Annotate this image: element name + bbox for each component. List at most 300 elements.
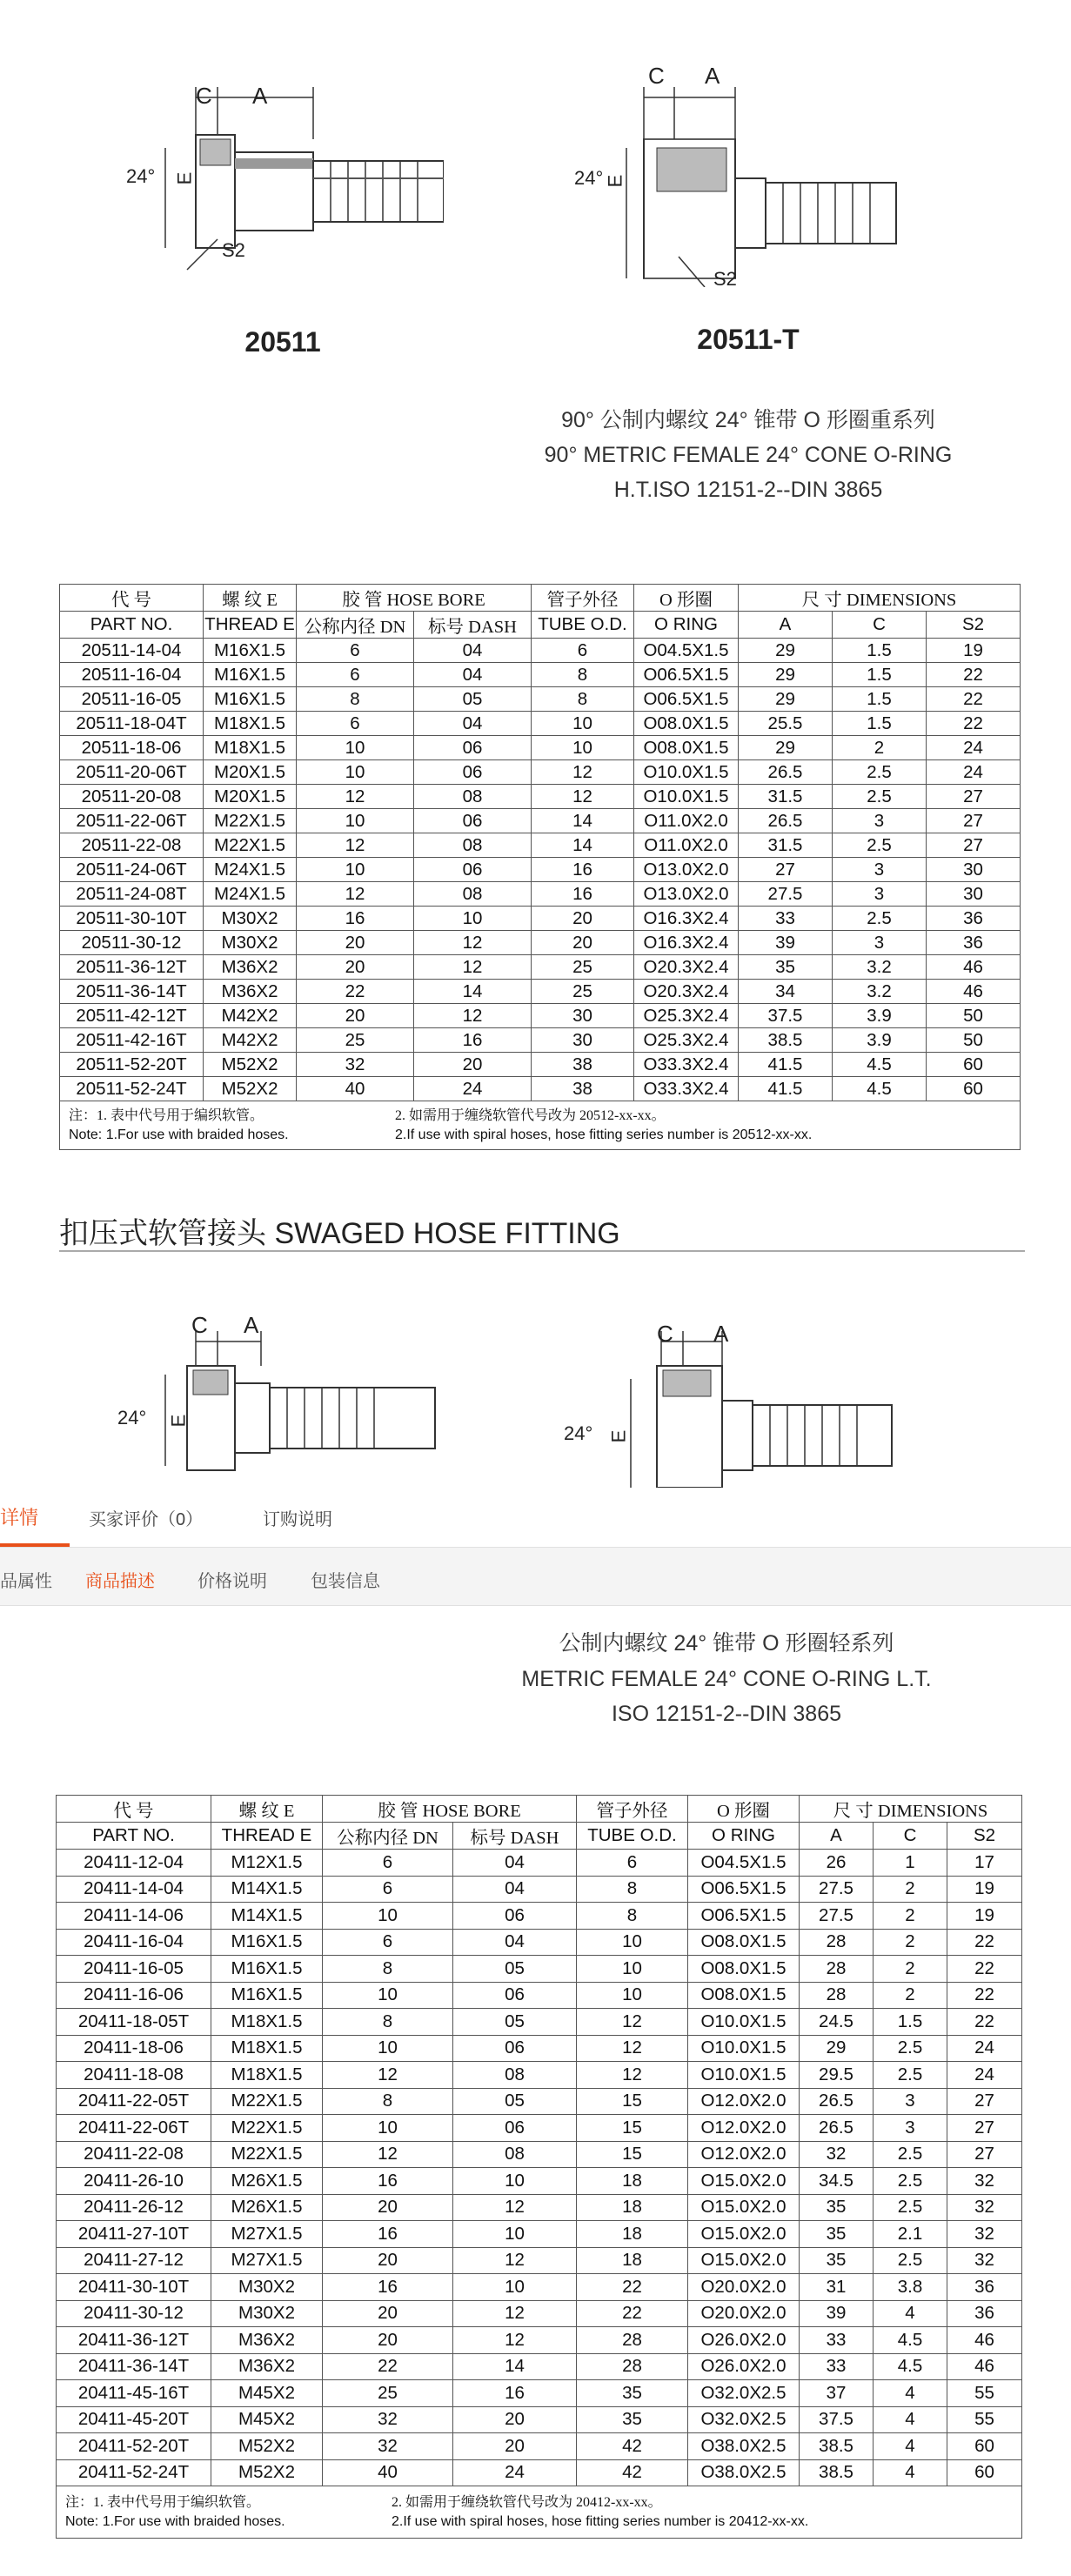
table-cell: 14: [414, 980, 532, 1004]
table-cell: 08: [414, 882, 532, 907]
table-cell: 24.5: [800, 2009, 874, 2036]
table-cell: 2.5: [833, 907, 927, 931]
table-cell: O25.3X2.4: [634, 1028, 739, 1053]
sub-tab-description[interactable]: 商品描述: [85, 1572, 155, 1591]
table-cell: M16X1.5: [204, 639, 297, 663]
table-cell: 12: [323, 2141, 453, 2168]
table-cell: O26.0X2.0: [688, 2327, 800, 2354]
table-cell: 20511-16-04: [60, 663, 204, 687]
table-cell: 04: [453, 1876, 577, 1903]
sub-tab-bar: [0, 1547, 1071, 1606]
table-cell: 12: [532, 760, 634, 785]
table-cell: 8: [297, 687, 414, 712]
table-cell: 16: [414, 1028, 532, 1053]
model-number-20511-t: 20511-T: [697, 324, 800, 355]
fitting-drawing-right: [592, 1314, 905, 1505]
table-cell: 06: [453, 1903, 577, 1930]
table-cell: 27: [739, 858, 833, 882]
table-cell: 12: [297, 833, 414, 858]
table-cell: 20411-14-06: [57, 1903, 211, 1930]
sub-tab-attributes[interactable]: 品属性: [0, 1572, 52, 1591]
table-cell: 40: [323, 2459, 453, 2486]
table-cell: 12: [414, 955, 532, 980]
table-cell: M16X1.5: [204, 687, 297, 712]
table-cell: 3: [833, 809, 927, 833]
table-cell: 20: [297, 931, 414, 955]
table-cell: 32: [947, 2194, 1022, 2221]
table-cell: M18X1.5: [204, 712, 297, 736]
table-cell: 20511-14-04: [60, 639, 204, 663]
table-row: [60, 833, 1021, 858]
table-row: [57, 2035, 1022, 2062]
header-tube-od-2: TUBE O.D.: [577, 1823, 688, 1850]
header-oring-cn: O 形圈: [634, 585, 739, 612]
table-row: [60, 882, 1021, 907]
table-cell: 27: [947, 2141, 1022, 2168]
table-cell: 46: [947, 2327, 1022, 2354]
table-cell: M52X2: [204, 1053, 297, 1077]
table-cell: O08.0X1.5: [688, 1956, 800, 1983]
table-cell: 20411-22-06T: [57, 2115, 211, 2142]
header-tube-cn: 管子外径: [532, 585, 634, 612]
table-cell: 37.5: [800, 2406, 874, 2433]
table-cell: 20411-26-12: [57, 2194, 211, 2221]
table-cell: M14X1.5: [211, 1903, 323, 1930]
table-cell: 20411-16-06: [57, 1982, 211, 2009]
table-cell: 20511-22-06T: [60, 809, 204, 833]
table-row: [60, 955, 1021, 980]
table-cell: 35: [577, 2380, 688, 2407]
table-cell: 20: [323, 2300, 453, 2327]
table-cell: 36: [947, 2274, 1022, 2301]
table-cell: 50: [927, 1028, 1021, 1053]
note-en-1: Note: 1.For use with braided hoses.: [69, 1127, 289, 1142]
table-cell: 12: [532, 785, 634, 809]
table-cell: 4.5: [833, 1077, 927, 1101]
table-cell: 20411-45-20T: [57, 2406, 211, 2433]
table-cell: 40: [297, 1077, 414, 1101]
table-cell: O04.5X1.5: [688, 1850, 800, 1877]
table-cell: M22X1.5: [211, 2141, 323, 2168]
table-cell: M26X1.5: [211, 2194, 323, 2221]
table-cell: 32: [297, 1053, 414, 1077]
header-dash: 标号 DASH: [414, 612, 532, 639]
table-cell: 3: [833, 858, 927, 882]
table-cell: O38.0X2.5: [688, 2433, 800, 2460]
table-cell: 36: [927, 907, 1021, 931]
table-cell: 1.5: [833, 639, 927, 663]
table-cell: 2.5: [874, 2141, 947, 2168]
table-cell: 8: [577, 1903, 688, 1930]
header-dash-2: 标号 DASH: [453, 1823, 577, 1850]
dim-label-c-3: C: [191, 1312, 208, 1338]
table-cell: 2.5: [833, 785, 927, 809]
dim-label-e-3: E: [167, 1414, 190, 1428]
table-row: [57, 2009, 1022, 2036]
table-cell: 20411-22-05T: [57, 2088, 211, 2115]
section-title: 扣压式软管接头 SWAGED HOSE FITTING: [59, 1217, 620, 1250]
table-cell: M52X2: [204, 1077, 297, 1101]
model-number-20511: 20511: [244, 326, 321, 358]
table-cell: 22: [927, 712, 1021, 736]
table-cell: 20511-30-12: [60, 931, 204, 955]
table-cell: O33.3X2.4: [634, 1053, 739, 1077]
table-cell: 6: [297, 712, 414, 736]
light-series-standard: ISO 12151-2--DIN 3865: [611, 1702, 842, 1726]
table-cell: 4: [874, 2433, 947, 2460]
table-cell: 05: [453, 1956, 577, 1983]
table-cell: 22: [927, 663, 1021, 687]
table-cell: 18: [577, 2194, 688, 2221]
table-cell: 41.5: [739, 1053, 833, 1077]
table-cell: 38.5: [739, 1028, 833, 1053]
table-cell: M16X1.5: [211, 1929, 323, 1956]
table-cell: 20: [453, 2433, 577, 2460]
table-cell: 14: [532, 833, 634, 858]
table-cell: 12: [577, 2009, 688, 2036]
table-cell: 46: [927, 980, 1021, 1004]
table-cell: 31.5: [739, 833, 833, 858]
table-cell: 39: [800, 2300, 874, 2327]
table-cell: O11.0X2.0: [634, 833, 739, 858]
table-cell: 1: [874, 1850, 947, 1877]
table-cell: 4.5: [874, 2353, 947, 2380]
table-cell: 04: [453, 1929, 577, 1956]
table-cell: 20411-14-04: [57, 1876, 211, 1903]
table-cell: M30X2: [211, 2274, 323, 2301]
table-cell: 4.5: [833, 1053, 927, 1077]
table-cell: 24: [947, 2062, 1022, 2089]
header-thread-cn: 螺 纹 E: [204, 585, 297, 612]
table-cell: 06: [414, 736, 532, 760]
table-cell: 20: [532, 907, 634, 931]
table-row: [57, 2168, 1022, 2195]
table-cell: 12: [577, 2062, 688, 2089]
header-thread-e-2: THREAD E: [211, 1823, 323, 1850]
table-cell: 20411-52-24T: [57, 2459, 211, 2486]
sub-tab-price[interactable]: 价格说明: [197, 1572, 267, 1591]
table-cell: 25: [297, 1028, 414, 1053]
table-cell: O06.5X1.5: [634, 687, 739, 712]
table-cell: 20511-18-04T: [60, 712, 204, 736]
table-cell: O10.0X1.5: [634, 785, 739, 809]
table-cell: M24X1.5: [204, 882, 297, 907]
table-cell: 42: [577, 2433, 688, 2460]
table-cell: 10: [577, 1982, 688, 2009]
dim-label-a-3: A: [244, 1312, 259, 1338]
table-cell: 3.9: [833, 1004, 927, 1028]
table-cell: 22: [947, 1956, 1022, 1983]
table-cell: M16X1.5: [204, 663, 297, 687]
sub-tab-packaging[interactable]: 包装信息: [311, 1572, 380, 1591]
table-cell: 20411-16-05: [57, 1956, 211, 1983]
table-cell: M12X1.5: [211, 1850, 323, 1877]
table-cell: 2.5: [874, 2168, 947, 2195]
table-cell: 12: [453, 2247, 577, 2274]
table-row: [60, 663, 1021, 687]
table-cell: 30: [532, 1028, 634, 1053]
table-cell: O10.0X1.5: [688, 2062, 800, 2089]
table-cell: 28: [800, 1982, 874, 2009]
table-cell: O33.3X2.4: [634, 1077, 739, 1101]
table-cell: O26.0X2.0: [688, 2353, 800, 2380]
dim-label-e-4: E: [607, 1429, 630, 1443]
table-cell: O08.0X1.5: [688, 1929, 800, 1956]
table-cell: 22: [577, 2300, 688, 2327]
table-cell: 32: [323, 2433, 453, 2460]
table-cell: 3.2: [833, 980, 927, 1004]
table-cell: 20411-52-20T: [57, 2433, 211, 2460]
table-cell: 12: [453, 2300, 577, 2327]
dim-label-c: C: [196, 83, 212, 109]
table-cell: 25: [323, 2380, 453, 2407]
table-cell: 1.5: [874, 2009, 947, 2036]
dim-label-s2: S2: [222, 239, 245, 261]
table-cell: 20411-27-10T: [57, 2221, 211, 2248]
table-row: [57, 2433, 1022, 2460]
table-cell: 16: [323, 2168, 453, 2195]
table-cell: 20511-24-06T: [60, 858, 204, 882]
table-cell: 2: [833, 736, 927, 760]
table-cell: 12: [297, 785, 414, 809]
table-cell: 20: [532, 931, 634, 955]
table-row: [57, 2353, 1022, 2380]
table-cell: 35: [800, 2247, 874, 2274]
table-cell: 24: [414, 1077, 532, 1101]
heavy-series-title-cn: 90° 公制内螺纹 24° 锥带 O 形圈重系列: [561, 408, 935, 432]
table-cell: 27: [947, 2115, 1022, 2142]
table-cell: O15.0X2.0: [688, 2194, 800, 2221]
note-cn-1: 注：1. 表中代号用于编织软管。: [69, 1107, 264, 1123]
table-cell: 32: [947, 2221, 1022, 2248]
table-cell: 08: [453, 2062, 577, 2089]
table-cell: O08.0X1.5: [634, 736, 739, 760]
table-cell: 20411-18-05T: [57, 2009, 211, 2036]
table-cell: M20X1.5: [204, 760, 297, 785]
tab-detail[interactable]: 详情: [0, 1507, 39, 1529]
table-cell: 16: [323, 2221, 453, 2248]
table-cell: 50: [927, 1004, 1021, 1028]
header-a: A: [739, 612, 833, 639]
header-thread-cn-2: 螺 纹 E: [211, 1796, 323, 1823]
table-cell: M26X1.5: [211, 2168, 323, 2195]
table-cell: 18: [577, 2168, 688, 2195]
note-en-2-2: 2.If use with spiral hoses, hose fitting series number is 20412-xx-xx.: [392, 2513, 809, 2529]
table-cell: 12: [453, 2327, 577, 2354]
table-cell: 26.5: [800, 2088, 874, 2115]
header-oring: O RING: [634, 612, 739, 639]
table-cell: M22X1.5: [204, 809, 297, 833]
table-row: [57, 1850, 1022, 1877]
table-cell: 55: [947, 2406, 1022, 2433]
table-cell: 20411-12-04: [57, 1850, 211, 1877]
table-cell: 10: [532, 736, 634, 760]
table-cell: 20: [297, 955, 414, 980]
table-cell: 35: [739, 955, 833, 980]
table-cell: M36X2: [211, 2353, 323, 2380]
note-en-1-2: Note: 1.For use with braided hoses.: [65, 2513, 285, 2529]
table-cell: 22: [577, 2274, 688, 2301]
table-row: [57, 2459, 1022, 2486]
table-cell: 20511-36-14T: [60, 980, 204, 1004]
table-cell: 3.8: [874, 2274, 947, 2301]
table-cell: 22: [947, 1982, 1022, 2009]
table-cell: O10.0X1.5: [688, 2009, 800, 2036]
table-cell: 30: [927, 858, 1021, 882]
table-cell: O15.0X2.0: [688, 2221, 800, 2248]
table-cell: M22X1.5: [204, 833, 297, 858]
table-row: [57, 2221, 1022, 2248]
table-cell: O20.3X2.4: [634, 955, 739, 980]
table-cell: 26: [800, 1850, 874, 1877]
table-notes-2: [57, 2486, 1022, 2539]
table-cell: 18: [577, 2247, 688, 2274]
table-cell: 3.9: [833, 1028, 927, 1053]
table-cell: M27X1.5: [211, 2221, 323, 2248]
table-cell: O08.0X1.5: [634, 712, 739, 736]
table-cell: 2.5: [874, 2062, 947, 2089]
table-cell: 20511-42-12T: [60, 1004, 204, 1028]
table-cell: 10: [577, 1956, 688, 1983]
table-row: [57, 2380, 1022, 2407]
table-cell: 22: [297, 980, 414, 1004]
table-cell: 24: [927, 760, 1021, 785]
table-cell: 36: [947, 2300, 1022, 2327]
table-cell: 19: [927, 639, 1021, 663]
table-cell: 33: [739, 907, 833, 931]
table-row: [57, 2274, 1022, 2301]
table-cell: 8: [323, 1956, 453, 1983]
table-cell: 14: [532, 809, 634, 833]
table-cell: 19: [947, 1876, 1022, 1903]
note-en-2: 2.If use with spiral hoses, hose fitting series number is 20512-xx-xx.: [395, 1127, 813, 1142]
table-cell: 10: [414, 907, 532, 931]
table-cell: 4.5: [874, 2327, 947, 2354]
table-cell: 06: [453, 1982, 577, 2009]
table-cell: M52X2: [211, 2459, 323, 2486]
header-part-no: PART NO.: [60, 612, 204, 639]
table-cell: 27: [927, 809, 1021, 833]
table-cell: 4: [874, 2459, 947, 2486]
tab-reviews[interactable]: 买家评价（0）: [89, 1510, 204, 1529]
table-cell: M52X2: [211, 2433, 323, 2460]
heavy-series-standard: H.T.ISO 12151-2--DIN 3865: [613, 478, 883, 502]
table-row: [60, 1028, 1021, 1053]
table-cell: 25.5: [739, 712, 833, 736]
table-cell: 6: [532, 639, 634, 663]
table-cell: 34.5: [800, 2168, 874, 2195]
table-row: [57, 1982, 1022, 2009]
table-row: [60, 809, 1021, 833]
table-cell: 08: [414, 833, 532, 858]
table-cell: 27.5: [739, 882, 833, 907]
table-cell: 26.5: [739, 809, 833, 833]
table-cell: 60: [947, 2459, 1022, 2486]
table-cell: 46: [947, 2353, 1022, 2380]
table-cell: 4: [874, 2406, 947, 2433]
table-cell: 10: [323, 2035, 453, 2062]
table-cell: O10.0X1.5: [688, 2035, 800, 2062]
table-cell: O06.5X1.5: [688, 1876, 800, 1903]
table-cell: 20: [323, 2194, 453, 2221]
table-cell: 18: [577, 2221, 688, 2248]
table-cell: 30: [532, 1004, 634, 1028]
table-cell: 60: [927, 1077, 1021, 1101]
light-series-title-en: METRIC FEMALE 24° CONE O-RING L.T.: [521, 1667, 932, 1691]
table-cell: O20.0X2.0: [688, 2274, 800, 2301]
table-cell: 15: [577, 2115, 688, 2142]
table-cell: 29.5: [800, 2062, 874, 2089]
table-cell: O16.3X2.4: [634, 907, 739, 931]
table-cell: 05: [414, 687, 532, 712]
dim-label-angle-2: 24°: [574, 167, 604, 189]
header-s2-2: S2: [947, 1823, 1022, 1850]
table-row: [57, 2327, 1022, 2354]
header-a-2: A: [800, 1823, 874, 1850]
table-cell: M16X1.5: [211, 1956, 323, 1983]
table-cell: 24: [927, 736, 1021, 760]
table-row: [57, 2062, 1022, 2089]
table-cell: 28: [577, 2327, 688, 2354]
header-oring-cn-2: O 形圈: [688, 1796, 800, 1823]
table-cell: 12: [453, 2194, 577, 2221]
table-cell: 27.5: [800, 1876, 874, 1903]
table-cell: 10: [453, 2274, 577, 2301]
table-cell: 29: [739, 639, 833, 663]
table-cell: 29: [739, 663, 833, 687]
table-cell: M30X2: [211, 2300, 323, 2327]
table-row: [60, 858, 1021, 882]
table-cell: 10: [453, 2221, 577, 2248]
table-cell: 6: [297, 663, 414, 687]
table-cell: M27X1.5: [211, 2247, 323, 2274]
table-cell: 22: [947, 2009, 1022, 2036]
table-row: [60, 639, 1021, 663]
header-s2: S2: [927, 612, 1021, 639]
table-cell: 38: [532, 1053, 634, 1077]
table-cell: 04: [414, 639, 532, 663]
table-cell: 25: [532, 955, 634, 980]
table-cell: 8: [577, 1876, 688, 1903]
header-c-2: C: [874, 1823, 947, 1850]
table-cell: 10: [577, 1929, 688, 1956]
table-row: [60, 785, 1021, 809]
table-cell: 05: [453, 2009, 577, 2036]
tab-order-info[interactable]: 订购说明: [263, 1510, 332, 1529]
table-row: [57, 1929, 1022, 1956]
table-cell: 08: [414, 785, 532, 809]
table-cell: 12: [414, 1004, 532, 1028]
table-cell: O15.0X2.0: [688, 2168, 800, 2195]
table-cell: 20411-26-10: [57, 2168, 211, 2195]
table-cell: 3: [833, 931, 927, 955]
table-cell: O11.0X2.0: [634, 809, 739, 833]
table-cell: 38.5: [800, 2459, 874, 2486]
table-cell: 16: [297, 907, 414, 931]
dim-label-e-2: E: [604, 174, 626, 188]
table-cell: M18X1.5: [211, 2009, 323, 2036]
table-cell: 20511-18-06: [60, 736, 204, 760]
table-cell: 19: [947, 1903, 1022, 1930]
table-cell: 36: [927, 931, 1021, 955]
table-cell: M18X1.5: [204, 736, 297, 760]
table-cell: 29: [739, 736, 833, 760]
table-cell: 35: [800, 2194, 874, 2221]
table-cell: O06.5X1.5: [634, 663, 739, 687]
table-cell: M30X2: [204, 931, 297, 955]
table-cell: 20411-18-08: [57, 2062, 211, 2089]
table-cell: 06: [414, 760, 532, 785]
